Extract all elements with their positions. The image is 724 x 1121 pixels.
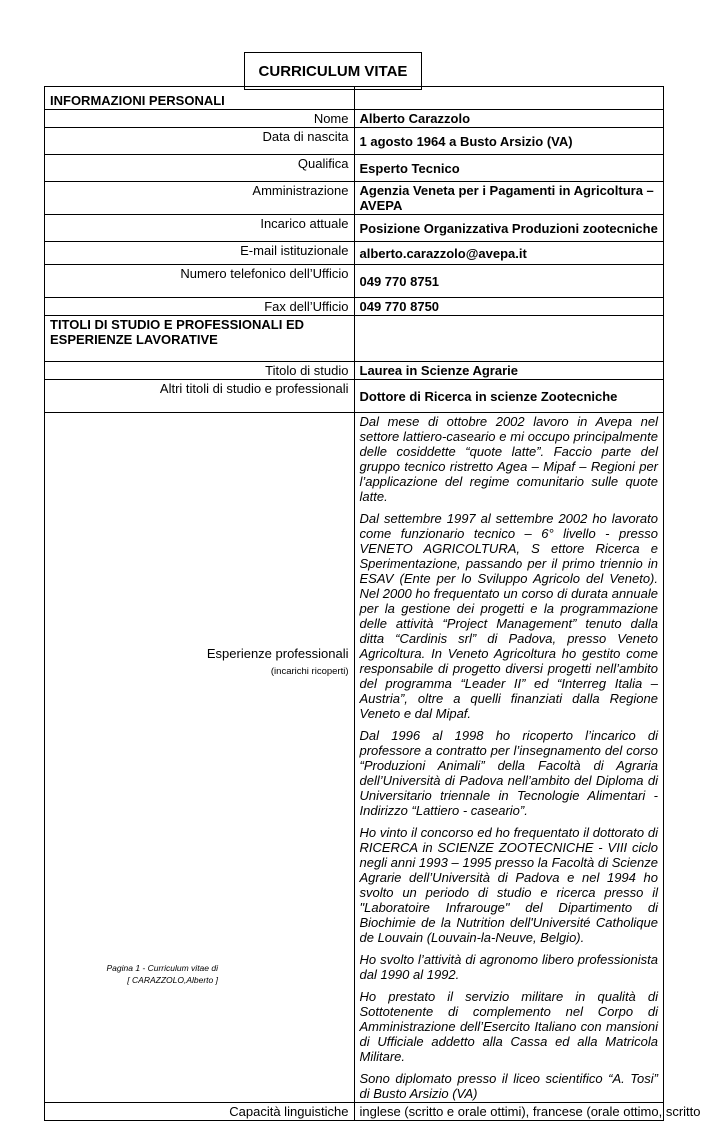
field-label: Incarico attuale <box>45 215 355 242</box>
field-value-incarico: Posizione Organizzativa Produzioni zootecniche <box>354 215 664 242</box>
section-row-personal <box>45 87 664 110</box>
experience-paragraph: Ho vinto il concorso ed ho frequentato il dottorato di RICERCA in SCIENZE ZOOTECNICHE - VIII ciclo negli anni 1993 – 1995 presso la Facoltà di Scienze Agrarie dell’Università di Padova e nel 1994 ho svolto un periodo di studio e ricerca presso il "Laboratoire Infrarouge" del Dipartimento di Biochimie de la Nutrition dell'Université Catholique de Louvain (Louvain-la-Neuve, Belgio). <box>359 825 658 945</box>
field-label: Altri titoli di studio e professionali <box>45 380 355 413</box>
table-row <box>45 380 664 413</box>
table-row <box>45 155 664 182</box>
field-value-fax: 049 770 8750 <box>354 298 664 316</box>
field-label: Nome <box>45 110 355 128</box>
experience-paragraph: Dal 1996 al 1998 ho ricoperto l’incarico di professore a contratto per l’insegnamento del corso “Produzioni Animali” della Facoltà di Agraria dell’Università di Padova nell’ambito del Diploma di Universitario triennale in Tecnologie Alimentari - Indirizzo “Lattiero - caseario”. <box>359 728 658 818</box>
field-value-degree: Laurea in Scienze Agrarie <box>354 362 664 380</box>
field-label: Capacità linguistiche <box>45 1103 355 1121</box>
field-label: Qualifica <box>45 155 355 182</box>
field-value-other-titles: Dottore di Ricerca in scienze Zootecniche <box>354 380 664 413</box>
table-row <box>45 128 664 155</box>
experience-paragraph: Dal mese di ottobre 2002 lavoro in Avepa nel settore lattiero-caseario e mi occupo principalmente delle cosiddette “quote latte”. Faccio parte del gruppo tecnico ristretto Agea – Mipaf – Regioni per l’applicazione del regime comunitario sulle quote latte. <box>359 414 658 504</box>
footer-line-page: Pagina 1 - Curriculum vitae di <box>106 963 218 973</box>
section-personal-label: INFORMAZIONI PERSONALI <box>50 93 225 108</box>
table-row <box>45 110 664 128</box>
field-value-languages: inglese (scritto e orale ottimi), francese (orale ottimo, scritto <box>354 1103 664 1121</box>
field-label: E-mail istituzionale <box>45 242 355 265</box>
experience-paragraph: Dal settembre 1997 al settembre 2002 ho lavorato come funzionario tecnico – 6° livello - presso VENETO AGRICOLTURA, S ettore Ricerca e Sperimentazione, passando per il primo triennio in ESAV (Ente per lo Sviluppo Agricolo del Veneto). Nel 2000 ho frequentato un corso di durata annuale per la gestione dei progetti e la programmazione delle attività “Project Management” tenuto dalla ditta “Cardinis srl” di Padova, presso Veneto Agricoltura. In Veneto Agricoltura ho gestito come responsabile di progetto diversi progetti nell’ambito del programma “Leader II” ed “Interreg Italia – Austria”, oltre a quelli finanziati dalla Regione Veneto e dal Mipaf. <box>359 511 658 721</box>
section-titles-label: TITOLI DI STUDIO E PROFESSIONALI ED ESPERIENZE LAVORATIVE <box>50 317 305 347</box>
table-row <box>45 215 664 242</box>
field-value-amministrazione: Agenzia Veneta per i Pagamenti in Agricoltura – AVEPA <box>354 182 664 215</box>
field-label: Data di nascita <box>45 128 355 155</box>
page-footer <box>80 962 218 986</box>
table-row-experience <box>45 413 664 1103</box>
field-value-qualifica: Esperto Tecnico <box>354 155 664 182</box>
experience-text <box>354 413 664 1103</box>
experience-paragraph: Ho svolto l’attività di agronomo libero professionista dal 1990 al 1992. <box>359 952 658 982</box>
table-row <box>45 1103 664 1121</box>
field-label: Titolo di studio <box>45 362 355 380</box>
document-title: CURRICULUM VITAE <box>244 52 422 90</box>
field-label: Numero telefonico dell’Ufficio <box>45 265 355 298</box>
experience-label-cell <box>45 413 355 1103</box>
section-header-titles <box>45 316 355 362</box>
section-row-titles <box>45 316 664 362</box>
table-row <box>45 362 664 380</box>
footer-line-name: [ CARAZZOLO,Alberto ] <box>127 975 218 985</box>
empty-cell <box>354 87 664 110</box>
table-row <box>45 265 664 298</box>
experience-paragraph: Sono diplomato presso il liceo scientifico “A. Tosi” di Busto Arsizio (VA) <box>359 1071 658 1101</box>
field-label: Amministrazione <box>45 182 355 215</box>
empty-cell <box>354 316 664 362</box>
table-row <box>45 298 664 316</box>
experience-label: Esperienze professionali <box>206 646 349 661</box>
field-value-birth: 1 agosto 1964 a Busto Arsizio (VA) <box>354 128 664 155</box>
field-value-email: alberto.carazzolo@avepa.it <box>354 242 664 265</box>
experience-sublabel: (incarichi ricoperti) <box>270 666 349 677</box>
section-header-personal <box>45 87 355 110</box>
experience-paragraph: Ho prestato il servizio militare in qualità di Sottotenente di complemento nel Corpo di Amministrazione dell’Esercito Italiano con mansioni di Ufficiale addetto alla Cassa ed alla Matricola Militare. <box>359 989 658 1064</box>
table-row <box>45 182 664 215</box>
field-label: Fax dell’Ufficio <box>45 298 355 316</box>
table-row <box>45 242 664 265</box>
field-value-name: Alberto Carazzolo <box>354 110 664 128</box>
field-value-phone: 049 770 8751 <box>354 265 664 298</box>
